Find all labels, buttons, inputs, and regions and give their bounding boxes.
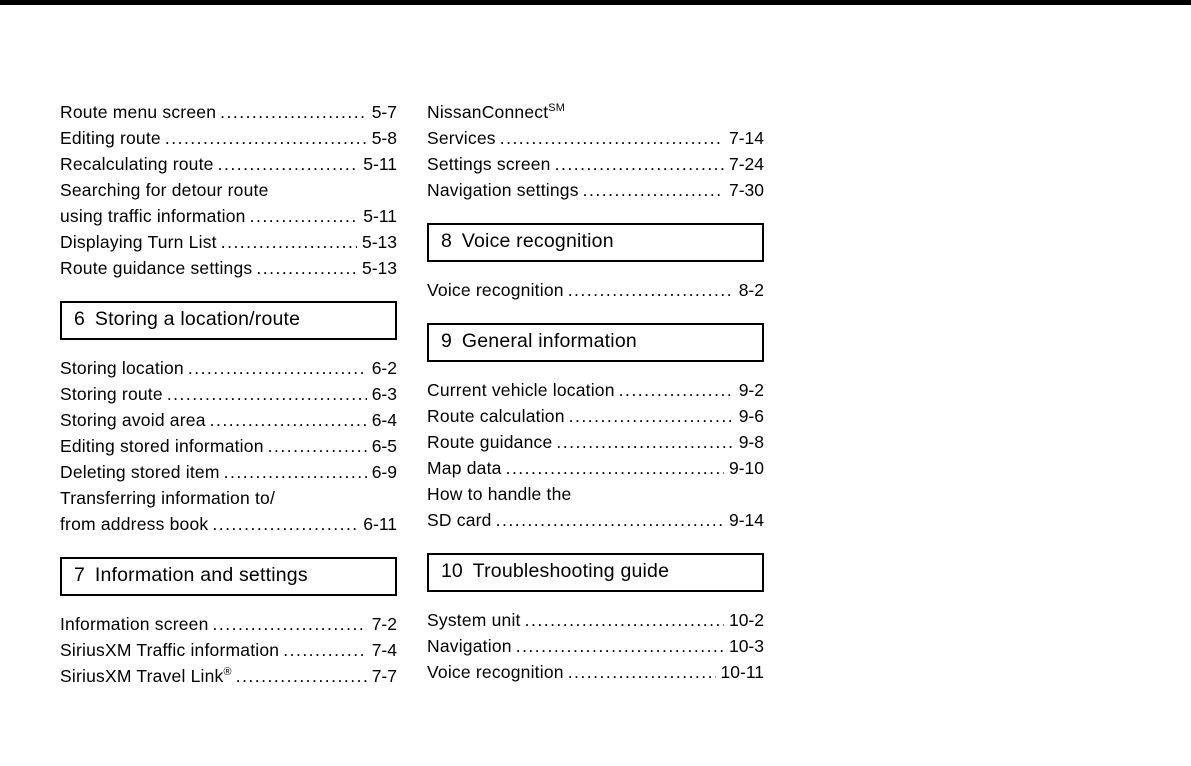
- toc-leader-dots: [264, 433, 367, 459]
- toc-leader-dots: [615, 377, 734, 403]
- toc-entry: [427, 151, 764, 177]
- toc-entry-label: Route menu screen: [60, 102, 217, 122]
- toc-page-number: 9-10: [728, 458, 764, 478]
- toc-entry-label: NissanConnect℠: [427, 102, 565, 122]
- section-title: General information: [461, 330, 637, 352]
- toc-entries: [60, 99, 397, 281]
- toc-page-number: 10-3: [728, 636, 764, 656]
- toc-entry-label: SiriusXM Travel Link®: [60, 666, 232, 686]
- toc-entry: [60, 637, 397, 663]
- section-header: [60, 301, 397, 340]
- toc-entry: [427, 659, 764, 685]
- toc-leader-dots: [217, 229, 357, 255]
- toc-entry: [60, 381, 397, 407]
- toc-entry-label: Route guidance settings: [60, 258, 253, 278]
- toc-leader-dots: [502, 455, 724, 481]
- toc-page-number: 6-11: [363, 514, 397, 534]
- toc-entries: [427, 277, 764, 303]
- toc-page-number: 6-4: [371, 410, 397, 430]
- section-title: Information and settings: [94, 564, 308, 586]
- toc-entry-label: using traffic information: [60, 206, 246, 226]
- toc-entry: [427, 125, 764, 151]
- toc-entry-label: Displaying Turn List: [60, 232, 217, 252]
- toc-entry: [60, 433, 397, 459]
- toc-entry-label: Route guidance: [427, 432, 553, 452]
- toc-page-number: 7-24: [728, 154, 764, 174]
- toc-entry: [427, 507, 764, 533]
- toc-page-number: 10-2: [728, 610, 764, 630]
- toc-entry-label: Settings screen: [427, 154, 551, 174]
- section-number: 6: [74, 308, 85, 330]
- toc-entry-label: Navigation settings: [427, 180, 579, 200]
- toc-leader-dots: [208, 511, 358, 537]
- toc-leader-dots: [161, 125, 367, 151]
- toc-page-number: 9-14: [728, 510, 764, 530]
- toc-entry-label: Voice recognition: [427, 662, 564, 682]
- section-title: Voice recognition: [461, 230, 614, 252]
- toc-entry: [427, 377, 764, 403]
- toc-leader-dots: [214, 151, 359, 177]
- toc-entry-label: Information screen: [60, 614, 209, 634]
- toc-entries: [60, 355, 397, 537]
- toc-entry-label: Recalculating route: [60, 154, 214, 174]
- section-header: [427, 323, 764, 362]
- toc-page-number: 5-8: [371, 128, 397, 148]
- toc-leader-dots: [220, 459, 367, 485]
- toc-leader-dots: [206, 407, 367, 433]
- toc-entry: [60, 151, 397, 177]
- toc-entry-label: SD card: [427, 510, 492, 530]
- toc-leader-dots: [232, 663, 367, 689]
- toc-entry-label: Transferring information to/: [60, 488, 276, 508]
- toc-entry-label: Current vehicle location: [427, 380, 615, 400]
- toc-page-number: 5-13: [361, 232, 397, 252]
- toc-page-number: 10-11: [720, 662, 764, 682]
- toc-entry: [60, 611, 397, 637]
- toc-entry-label: Navigation: [427, 636, 512, 656]
- toc-page-number: 7-7: [371, 666, 397, 686]
- toc-page-number: 6-3: [371, 384, 397, 404]
- toc-page-number: 7-2: [371, 614, 397, 634]
- toc-page-number: 7-30: [728, 180, 764, 200]
- toc-entry-label: Editing stored information: [60, 436, 264, 456]
- toc-entry-label: Voice recognition: [427, 280, 564, 300]
- toc-entry-label: Searching for detour route: [60, 180, 269, 200]
- toc-leader-dots: [512, 633, 724, 659]
- toc-leader-dots: [216, 99, 367, 125]
- toc-entry: [427, 633, 764, 659]
- section-number: 10: [441, 560, 463, 582]
- toc-entry-line: [60, 177, 397, 203]
- toc-entry: [60, 511, 397, 537]
- toc-leader-dots: [496, 125, 724, 151]
- toc-leader-dots: [552, 429, 733, 455]
- toc-column-right: [427, 99, 764, 689]
- section-title: Troubleshooting guide: [472, 560, 670, 582]
- toc-entry: [60, 459, 397, 485]
- toc-entry-label: Editing route: [60, 128, 161, 148]
- toc-leader-dots: [551, 151, 724, 177]
- section-header: [427, 553, 764, 592]
- section-header: [60, 557, 397, 596]
- section-number: 7: [74, 564, 85, 586]
- toc-leader-dots: [579, 177, 724, 203]
- superscript: ®: [223, 666, 232, 679]
- toc-leader-dots: [564, 277, 734, 303]
- toc-leader-dots: [252, 255, 357, 281]
- toc-leader-dots: [521, 607, 724, 633]
- toc-page-number: 7-4: [371, 640, 397, 660]
- toc-entry-line: [427, 99, 764, 125]
- toc-entry-label: Storing avoid area: [60, 410, 206, 430]
- toc-page-number: 5-11: [363, 154, 397, 174]
- toc-page-number: 7-14: [728, 128, 764, 148]
- toc-page-number: 6-9: [371, 462, 397, 482]
- toc-leader-dots: [209, 611, 367, 637]
- toc-leader-dots: [492, 507, 724, 533]
- page-top-border: [0, 0, 1191, 5]
- toc-leader-dots: [565, 403, 734, 429]
- toc-leader-dots: [246, 203, 359, 229]
- toc-page-number: 9-2: [738, 380, 764, 400]
- toc-leader-dots: [564, 659, 716, 685]
- toc-entry-line: [60, 485, 397, 511]
- section-number: 9: [441, 330, 452, 352]
- superscript: SM: [548, 102, 565, 115]
- toc-entry-label: System unit: [427, 610, 521, 630]
- toc-entry-label: Storing route: [60, 384, 163, 404]
- toc-page-number: 8-2: [738, 280, 764, 300]
- toc-leader-dots: [184, 355, 367, 381]
- toc-leader-dots: [163, 381, 367, 407]
- toc-entries: [427, 99, 764, 203]
- section-title: Storing a location/route: [94, 308, 301, 330]
- toc-entry: [60, 125, 397, 151]
- toc-entry-label: from address book: [60, 514, 209, 534]
- section-number: 8: [441, 230, 452, 252]
- toc-entry: [427, 607, 764, 633]
- toc-entry-label: Deleting stored item: [60, 462, 220, 482]
- toc-entry: [60, 229, 397, 255]
- toc-entry-label: Route calculation: [427, 406, 565, 426]
- toc-column-left: [60, 99, 397, 689]
- toc-entry-label: Storing location: [60, 358, 184, 378]
- toc-entry-line: [427, 481, 764, 507]
- toc-page-number: 9-6: [738, 406, 764, 426]
- toc-entry: [427, 277, 764, 303]
- toc-entry: [60, 203, 397, 229]
- toc-entries: [427, 377, 764, 533]
- toc-page-number: 9-8: [738, 432, 764, 452]
- toc-entries: [60, 611, 397, 689]
- toc-entry: [427, 177, 764, 203]
- toc-page-number: 5-11: [363, 206, 397, 226]
- toc-page-number: 5-13: [361, 258, 397, 278]
- toc-entry: [427, 455, 764, 481]
- toc-page-number: 6-2: [371, 358, 397, 378]
- toc-page-number: 6-5: [371, 436, 397, 456]
- toc-entry: [60, 407, 397, 433]
- toc-entry-label: Services: [427, 128, 496, 148]
- toc-entries: [427, 607, 764, 685]
- toc-entry: [427, 403, 764, 429]
- toc-columns: [60, 99, 764, 689]
- toc-entry: [60, 355, 397, 381]
- toc-entry-label: Map data: [427, 458, 502, 478]
- toc-entry: [427, 429, 764, 455]
- section-header: [427, 223, 764, 262]
- toc-entry: [60, 663, 397, 689]
- toc-leader-dots: [279, 637, 366, 663]
- toc-entry: [60, 255, 397, 281]
- toc-entry-label: SiriusXM Traffic information: [60, 640, 280, 660]
- toc-entry: [60, 99, 397, 125]
- toc-page-number: 5-7: [371, 102, 397, 122]
- toc-entry-label: How to handle the: [427, 484, 572, 504]
